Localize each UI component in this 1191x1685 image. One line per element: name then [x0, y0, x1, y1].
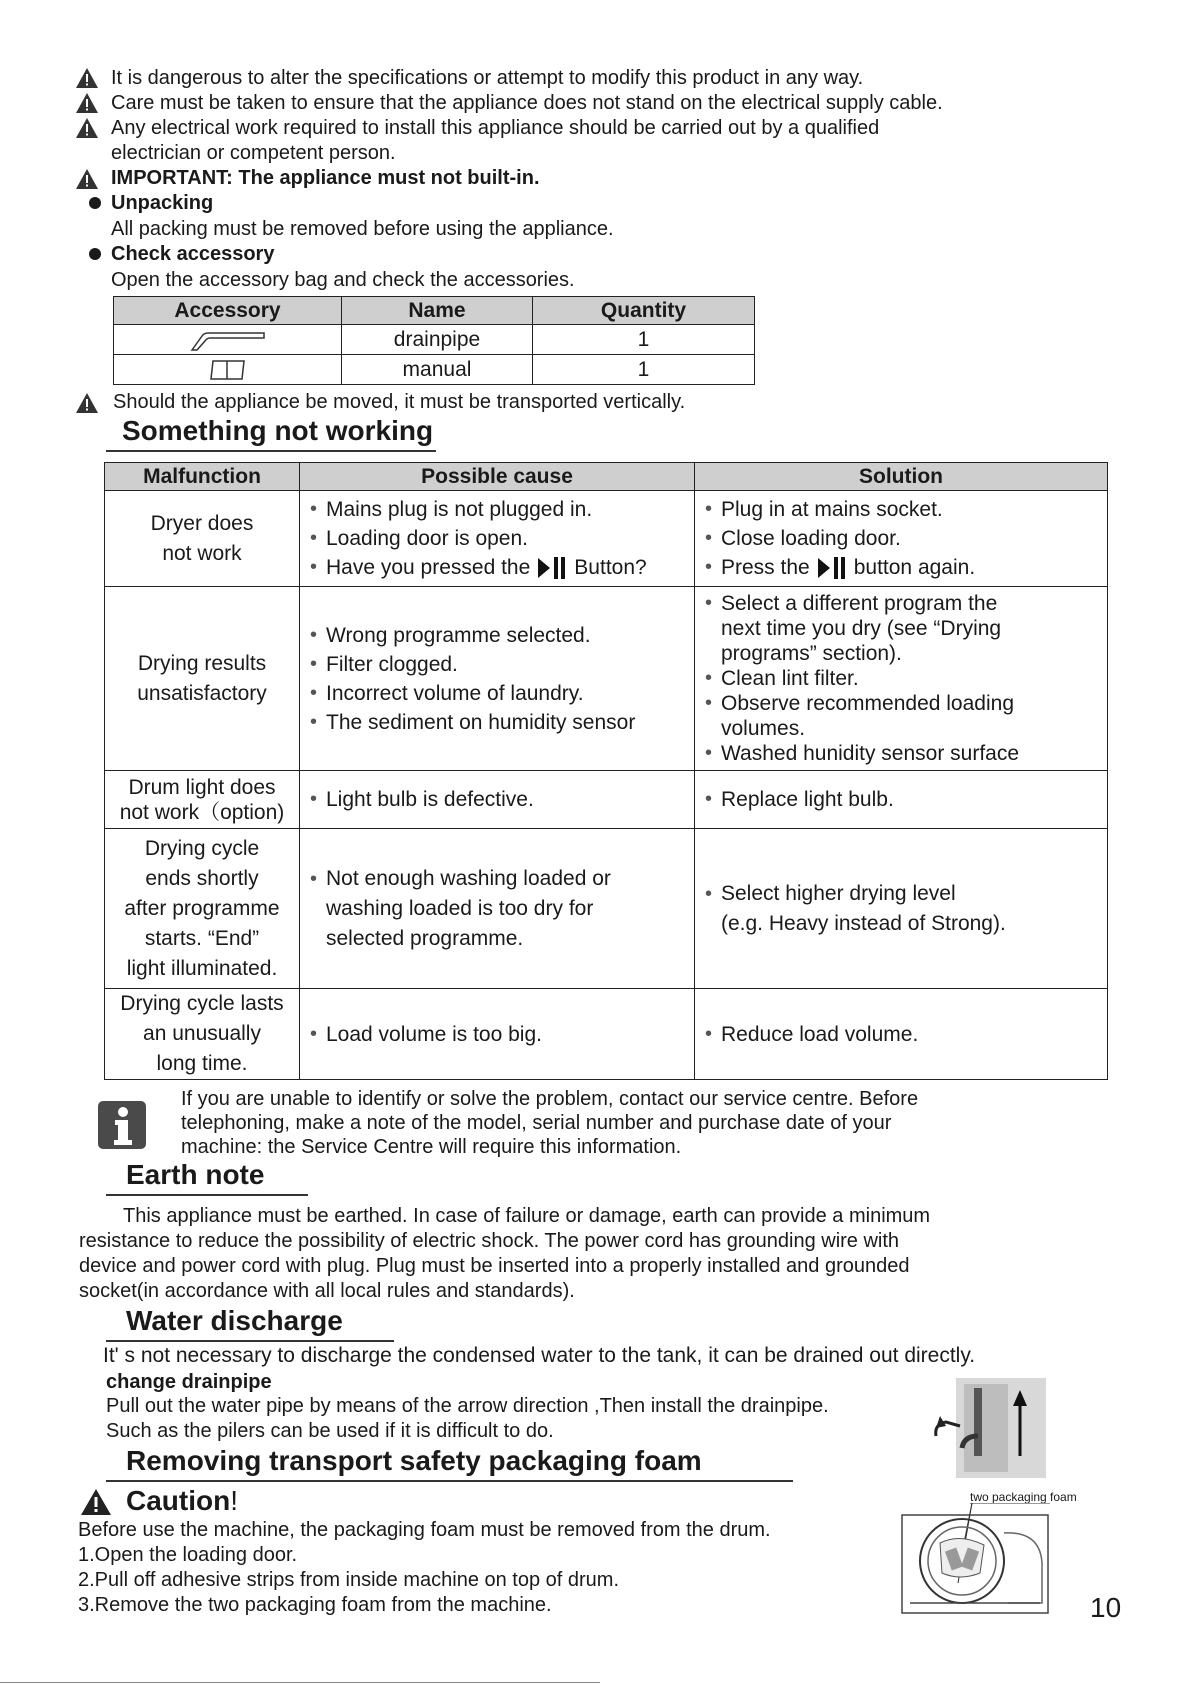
- earth-text: [79, 1204, 930, 1304]
- warning-triangle-icon: [75, 117, 99, 139]
- solution-item: • Reduce load volume.: [703, 1022, 1107, 1047]
- solution-cell: [695, 587, 1108, 771]
- malfunction-cell: [105, 829, 300, 989]
- malfunction-line: starts. “End”: [144, 926, 260, 950]
- cause-cell: [300, 491, 695, 587]
- solution-item: • Clean lint filter.: [703, 666, 1107, 691]
- quantity-header: Quantity: [533, 297, 755, 325]
- unpacking-title: Unpacking: [111, 192, 214, 214]
- accessory-cell: [114, 355, 342, 385]
- cause-item: • Incorrect volume of laundry.: [308, 679, 694, 708]
- cause-text: Button?: [574, 556, 647, 579]
- warning-triangle-icon: [75, 92, 99, 114]
- accessory-qty: 1: [533, 355, 755, 385]
- table-row: [105, 771, 1108, 829]
- solution-item: • Replace light bulb.: [703, 787, 1107, 812]
- section-title: Earth note: [126, 1159, 265, 1190]
- solution-header: Solution: [695, 463, 1108, 491]
- section-heading-not-working: [66, 414, 436, 452]
- earth-line: device and power cord with plug. Plug must be inserted into a properly installed and grounded: [79, 1255, 910, 1277]
- transport-warning: Should the appliance be moved, it must be transported vertically.: [113, 391, 686, 413]
- malfunction-header: Malfunction: [105, 463, 300, 491]
- section-rule: [106, 1340, 394, 1342]
- info-line: telephoning, make a note of the model, serial number and purchase date of your: [181, 1112, 892, 1134]
- malfunction-cell: [105, 491, 300, 587]
- malfunction-line: an unusually: [143, 1022, 261, 1045]
- change-drainpipe-line: Pull out the water pipe by means of the arrow direction ,Then install the drainpipe.: [106, 1395, 829, 1417]
- section-title: Water discharge: [126, 1305, 343, 1336]
- solution-cell: [695, 771, 1108, 829]
- info-line: If you are unable to identify or solve the problem, contact our service centre. Before: [181, 1088, 919, 1110]
- earth-line: socket(in accordance with all local rules and standards).: [79, 1280, 575, 1302]
- solution-item: • Observe recommended loading: [703, 691, 1107, 716]
- cause-item: • Wrong programme selected.: [308, 621, 694, 650]
- caution-heading: [126, 1484, 238, 1518]
- warning-text: Care must be taken to ensure that the appliance does not stand on the electrical supply cable.: [111, 92, 943, 114]
- malfunction-line: Drying cycle lasts: [120, 992, 284, 1015]
- solution-cell: [695, 989, 1108, 1080]
- table-row: [114, 355, 755, 385]
- cause-item: • Not enough washing loaded or: [308, 864, 694, 894]
- warning-text: Any electrical work required to install this appliance should be carried out by a qualified: [111, 117, 880, 139]
- cause-item-continued: selected programme.: [326, 926, 524, 950]
- section-heading-foam: [66, 1444, 793, 1482]
- drum-foam-diagram: [900, 1503, 1050, 1615]
- cause-item: • Filter clogged.: [308, 650, 694, 679]
- malfunction-line: Drying results: [137, 651, 267, 675]
- solution-item: • Close loading door.: [703, 524, 1107, 553]
- check-accessory-title: Check accessory: [111, 243, 275, 265]
- check-accessory-text: Open the accessory bag and check the accessories.: [111, 269, 575, 291]
- solution-cell: [695, 491, 1108, 587]
- section-title: Removing transport safety packaging foam: [126, 1445, 702, 1476]
- cause-cell: [300, 829, 695, 989]
- malfunction-line: Drying cycle: [144, 836, 260, 860]
- caution-title: Caution: [126, 1485, 231, 1516]
- foam-step: 1.Open the loading door.: [78, 1544, 298, 1566]
- table-row: [105, 829, 1108, 989]
- malfunction-cell: [105, 771, 300, 829]
- malfunction-line: not work（option): [119, 800, 285, 824]
- cause-cell: [300, 771, 695, 829]
- start-pause-icon: [816, 556, 848, 580]
- info-line: machine: the Service Centre will require this information.: [181, 1136, 682, 1158]
- cause-item-continued: washing loaded is too dry for: [326, 896, 594, 920]
- warning-text-continued: electrician or competent person.: [111, 142, 396, 164]
- solution-item-continued: next time you dry (see “Drying: [721, 617, 1002, 640]
- section-rule: [106, 450, 436, 452]
- manual-book-icon: [208, 358, 248, 382]
- cause-text: Have you pressed the: [326, 556, 531, 579]
- solution-item-continued: (e.g. Heavy instead of Strong).: [721, 911, 1006, 935]
- caution-triangle-icon: [80, 1488, 112, 1516]
- foam-step: Before use the machine, the packaging foam must be removed from the drum.: [78, 1519, 771, 1541]
- malfunction-line: not work: [162, 541, 242, 565]
- foam-step: 3.Remove the two packaging foam from the machine.: [78, 1594, 552, 1616]
- malfunction-line: after programme: [124, 896, 280, 920]
- cause-item: • Mains plug is not plugged in.: [308, 495, 694, 524]
- malfunction-table: [104, 462, 1108, 1080]
- change-drainpipe-line: Such as the pilers can be used if it is difficult to do.: [106, 1420, 554, 1442]
- page-number: 10: [1090, 1592, 1122, 1623]
- cause-item: • Light bulb is defective.: [308, 785, 694, 814]
- warning-triangle-icon: [75, 392, 99, 414]
- solution-item-continued: programs” section).: [721, 642, 902, 665]
- bullet-icon: [89, 248, 101, 260]
- section-title: Something not working: [122, 415, 434, 446]
- bullet-icon: [89, 197, 101, 209]
- earth-line: This appliance must be earthed. In case of failure or damage, earth can provide a minimum: [123, 1205, 931, 1227]
- important-note: IMPORTANT: The appliance must not built-in.: [111, 167, 540, 189]
- malfunction-cell: [105, 989, 300, 1080]
- section-rule: [106, 1194, 308, 1196]
- malfunction-line: Drum light does: [128, 775, 276, 799]
- drainpipe-icon: [188, 328, 268, 352]
- table-row: [105, 491, 1108, 587]
- table-row: [105, 989, 1108, 1080]
- section-heading-water: [66, 1304, 394, 1342]
- info-note: [181, 1087, 918, 1159]
- malfunction-line: Dryer does: [150, 511, 254, 535]
- solution-text: Press the: [721, 556, 810, 579]
- cause-header: Possible cause: [300, 463, 695, 491]
- cause-item: • The sediment on humidity sensor: [308, 708, 694, 737]
- cause-item: • Load volume is too big.: [308, 1020, 694, 1049]
- foam-step: 2.Pull off adhesive strips from inside machine on top of drum.: [78, 1569, 620, 1591]
- malfunction-cell: [105, 587, 300, 771]
- foam-figure-label: two packaging foam: [970, 1490, 1077, 1504]
- name-header: Name: [342, 297, 533, 325]
- cause-cell: [300, 989, 695, 1080]
- warning-triangle-icon: [75, 67, 99, 89]
- solution-cell: [695, 829, 1108, 989]
- solution-item: [703, 553, 1107, 582]
- solution-item: • Plug in at mains socket.: [703, 495, 1107, 524]
- accessory-name: manual: [342, 355, 533, 385]
- accessory-qty: 1: [533, 325, 755, 355]
- change-drainpipe-title: change drainpipe: [106, 1371, 272, 1393]
- page-bottom-rule: [0, 1682, 600, 1683]
- warning-triangle-icon: [75, 168, 99, 190]
- solution-item-continued: volumes.: [721, 717, 806, 740]
- foam-steps: [78, 1518, 771, 1618]
- cause-cell: [300, 587, 695, 771]
- malfunction-line: unsatisfactory: [137, 681, 267, 705]
- table-row: [114, 325, 755, 355]
- accessory-header: Accessory: [114, 297, 342, 325]
- cause-item: [308, 553, 694, 582]
- malfunction-line: long time.: [156, 1052, 248, 1075]
- solution-text: button again.: [853, 556, 976, 579]
- section-heading-earth: [66, 1158, 308, 1196]
- start-pause-icon: [536, 556, 568, 580]
- section-rule: [106, 1480, 793, 1482]
- solution-item: • Select a different program the: [703, 591, 1107, 616]
- earth-line: resistance to reduce the possibility of electric shock. The power cord has grounding wire with: [79, 1230, 900, 1252]
- accessory-table: [113, 296, 755, 385]
- drainpipe-photo: [934, 1376, 1050, 1482]
- table-row: [105, 587, 1108, 771]
- solution-item: • Washed hunidity sensor surface: [703, 741, 1107, 766]
- accessory-cell: [114, 325, 342, 355]
- cause-item: • Loading door is open.: [308, 524, 694, 553]
- solution-item: • Select higher drying level: [703, 879, 1107, 909]
- accessory-name: drainpipe: [342, 325, 533, 355]
- water-text: It' s not necessary to discharge the condensed water to the tank, it can be drained out directly.: [103, 1344, 976, 1367]
- caution-mark: !: [230, 1485, 238, 1516]
- unpacking-text: All packing must be removed before using the appliance.: [111, 218, 614, 240]
- malfunction-line: light illuminated.: [126, 956, 278, 980]
- warning-text: It is dangerous to alter the specifications or attempt to modify this product in any way.: [111, 67, 864, 89]
- malfunction-line: ends shortly: [145, 866, 259, 890]
- info-icon: [97, 1100, 147, 1150]
